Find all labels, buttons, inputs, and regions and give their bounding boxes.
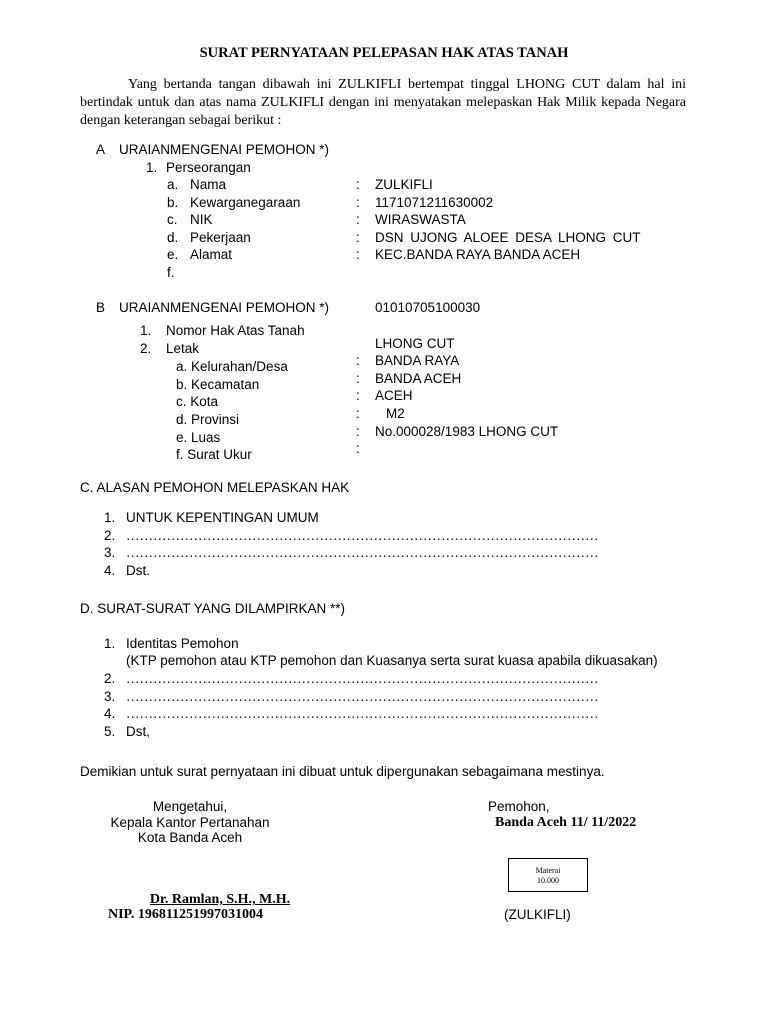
stamp-value: 10.000 — [537, 876, 559, 885]
list-item: Dst, — [126, 724, 151, 739]
row-label: Kewarganegaraan — [190, 195, 301, 210]
section-b-letter: B — [96, 300, 106, 315]
stamp-duty-box — [508, 858, 588, 892]
row-colon: : — [356, 212, 360, 227]
section-b-item2-label: Letak — [166, 341, 200, 356]
location-value: M2 — [386, 406, 405, 421]
list-item: …………………………………………………………………………………………… — [126, 706, 599, 721]
location-value: BANDA RAYA — [375, 353, 460, 368]
list-num: 2. — [104, 671, 116, 686]
section-d-heading: D. SURAT-SURAT YANG DILAMPIRKAN **) — [80, 601, 346, 616]
closing-statement: Demikian untuk surat pernyataan ini dibuat untuk dipergunakan sebagaimana mestinya. — [80, 764, 605, 779]
intro-line-3: dengan keterangan sebagai berikut : — [80, 113, 282, 128]
row-colon: : — [356, 247, 360, 262]
official-nip: NIP. 196811251997031004 — [108, 907, 264, 922]
row-colon: : — [356, 177, 360, 192]
row-letter: c. — [167, 212, 178, 227]
list-num: 3. — [104, 689, 116, 704]
location-label: e. Luas — [176, 430, 221, 445]
location-label: a. Kelurahan/Desa — [176, 359, 288, 374]
office-head-label: Kepala Kantor Pertanahan — [110, 815, 270, 830]
location-colon: : — [356, 406, 360, 421]
list-item: UNTUK KEPENTINGAN UMUM — [126, 510, 319, 525]
row-label: Nama — [190, 177, 227, 192]
location-label: f. Surat Ukur — [176, 447, 252, 462]
list-num: 1. — [104, 636, 116, 651]
location-label: b. Kecamatan — [176, 377, 260, 392]
list-item: …………………………………………………………………………………………… — [126, 671, 599, 686]
section-b-heading-value: 01010705100030 — [375, 300, 481, 315]
location-colon: : — [356, 441, 360, 456]
location-colon: : — [356, 353, 360, 368]
location-colon: : — [356, 371, 360, 386]
list-num: 5. — [104, 724, 116, 739]
location-value: ACEH — [375, 388, 413, 403]
location-colon: : — [356, 388, 360, 403]
section-a-heading: URAIANMENGENAI PEMOHON *) — [119, 142, 330, 157]
row-value: 1171071211630002 — [375, 195, 494, 210]
list-item: …………………………………………………………………………………………… — [126, 689, 599, 704]
office-city-label: Kota Banda Aceh — [137, 830, 243, 845]
section-a-letter: A — [96, 142, 106, 157]
row-value: WIRASWASTA — [375, 212, 466, 227]
place-date: Banda Aceh 11/ 11/2022 — [495, 815, 637, 830]
row-label: NIK — [190, 212, 213, 227]
row-value: KEC.BANDA RAYA BANDA ACEH — [375, 247, 581, 262]
list-num: 2. — [104, 528, 116, 543]
list-item: (KTP pemohon atau KTP pemohon dan Kuasanya serta surat kuasa apabila dikuasakan) — [126, 653, 658, 668]
row-letter: a. — [167, 177, 179, 192]
section-b-item1-num: 1. — [140, 323, 152, 338]
section-c-heading: C. ALASAN PEMOHON MELEPASKAN HAK — [80, 480, 350, 495]
section-b-heading: URAIANMENGENAI PEMOHON *) — [119, 300, 330, 315]
applicant-name: (ZULKIFLI) — [504, 907, 571, 922]
section-b-item2-num: 2. — [140, 341, 152, 356]
row-colon: : — [356, 230, 360, 245]
location-label: c. Kota — [176, 394, 219, 409]
row-label: Alamat — [190, 247, 233, 262]
location-label: d. Provinsi — [176, 412, 240, 427]
row-letter: b. — [167, 195, 179, 210]
list-item: …………………………………………………………………………………………… — [126, 528, 599, 543]
row-letter: d. — [167, 230, 179, 245]
list-item: Identitas Pemohon — [126, 636, 239, 651]
acknowledged-label: Mengetahui, — [152, 799, 228, 814]
row-value: DSN UJONG ALOEE DESA LHONG CUT — [375, 230, 641, 245]
section-a-sub-label: Perseorangan — [166, 160, 251, 175]
location-value: LHONG CUT — [375, 336, 455, 351]
section-b-item1-label: Nomor Hak Atas Tanah — [166, 323, 305, 338]
list-item: …………………………………………………………………………………………… — [126, 545, 599, 560]
applicant-label: Pemohon, — [488, 799, 550, 814]
list-num: 1. — [104, 510, 116, 525]
row-label: Pekerjaan — [190, 230, 251, 245]
list-num: 4. — [104, 706, 116, 721]
location-colon: : — [356, 424, 360, 439]
list-num: 3. — [104, 545, 116, 560]
list-item: Dst. — [126, 563, 151, 578]
section-a-sub-num: 1. — [146, 160, 158, 175]
location-value: No.000028/1983 LHONG CUT — [375, 424, 559, 439]
row-colon: : — [356, 195, 360, 210]
row-value: ZULKIFLI — [375, 177, 433, 192]
document-title: SURAT PERNYATAAN PELEPASAN HAK ATAS TANAH — [199, 45, 569, 61]
stamp-label: Materai — [535, 866, 561, 875]
intro-line-2: bertindak untuk dan atas nama ZULKIFLI dengan ini menyatakan melepaskan Hak Milik kepada Negara — [80, 95, 686, 110]
official-name: Dr. Ramlan, S.H., M.H. — [149, 892, 291, 907]
row-letter: f. — [167, 265, 175, 280]
intro-line-1: Yang bertanda tangan dibawah ini ZULKIFLI bertempat tinggal LHONG CUT dalam hal ini — [128, 77, 686, 92]
row-letter: e. — [167, 247, 179, 262]
list-num: 4. — [104, 563, 116, 578]
location-value: BANDA ACEH — [375, 371, 462, 386]
